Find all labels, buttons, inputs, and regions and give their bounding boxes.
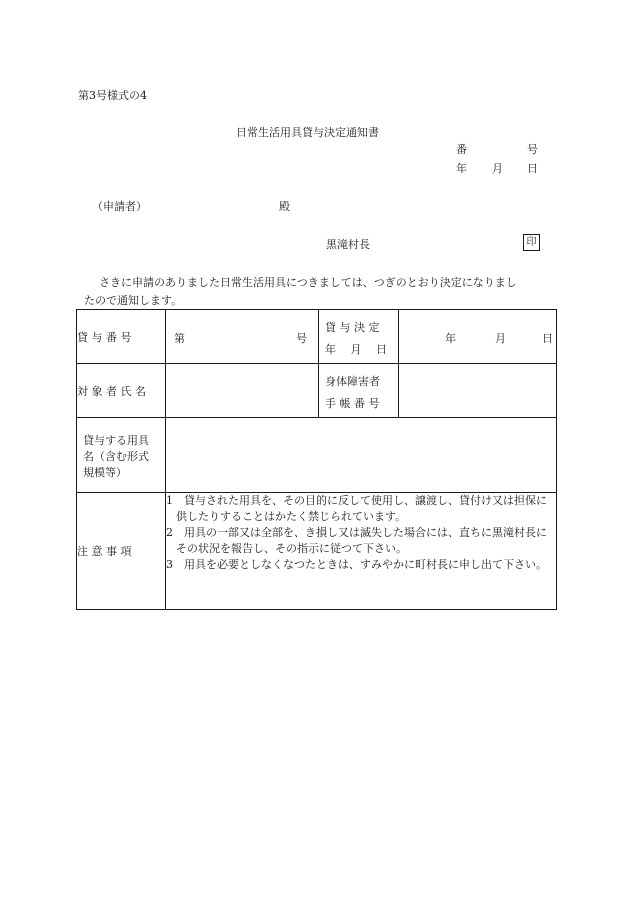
subject-name-label: 対 象 者 氏 名 — [77, 364, 166, 418]
issuer-name: 黒滝村長 — [326, 238, 370, 251]
note-item-2: 2 用具の一部又は全部を、き損し又は滅失した場合には、直ちに黒滝村長にその状況を報告し、その指示に従つて下さい。 — [166, 526, 547, 555]
decision-month: 月 — [495, 332, 506, 345]
decision-year: 年 — [445, 332, 456, 345]
form-number: 第3号様式の4 — [78, 89, 147, 102]
certificate-label-cell — [319, 364, 399, 418]
equipment-label-3: 規模等） — [83, 466, 127, 479]
notes-label: 注 意 事 項 — [77, 493, 166, 610]
table-row — [77, 418, 557, 493]
seal-mark: 印 — [523, 234, 540, 251]
decision-date-label-cell — [319, 310, 399, 364]
header-gou: 号 — [527, 143, 538, 156]
loan-number-label: 貸 与 番 号 — [77, 310, 166, 364]
document-title: 日常生活用具貸与決定通知書 — [236, 126, 379, 139]
loan-number-cell[interactable] — [166, 310, 319, 364]
loan-number-dai: 第 — [174, 332, 185, 345]
header-month: 月 — [492, 162, 503, 175]
table-row — [77, 364, 557, 418]
applicant-honorific: 殿 — [279, 200, 290, 213]
certificate-number-cell[interactable] — [399, 364, 557, 418]
equipment-name-cell[interactable] — [166, 418, 557, 493]
equipment-label-cell — [77, 418, 166, 493]
decision-date-format: 年 月 日 — [325, 343, 387, 356]
subject-name-cell[interactable] — [166, 364, 319, 418]
decision-label: 貸 与 決 定 — [325, 321, 380, 334]
applicant-label: （申請者） — [92, 200, 147, 213]
notes-cell — [166, 493, 557, 610]
equipment-label-1: 貸与する用具 — [83, 434, 149, 447]
certificate-label-2: 手 帳 番 号 — [325, 397, 380, 410]
table-row — [77, 493, 557, 610]
body-text-line2: たので通知します。 — [84, 294, 183, 307]
header-year: 年 — [456, 162, 467, 175]
equipment-label-2: 名（含む形式 — [83, 450, 149, 463]
decision-table — [76, 309, 557, 610]
table-row — [77, 310, 557, 364]
header-day: 日 — [527, 162, 538, 175]
loan-number-gou: 号 — [296, 332, 307, 345]
note-item-3: 3 用具を必要としなくなつたときは、すみやかに町村長に申し出て下さい。 — [166, 558, 547, 571]
decision-date-cell[interactable] — [399, 310, 557, 364]
body-text-line1: さきに申請のありました日常生活用具につきましては、つぎのとおり決定になりまし — [99, 276, 517, 289]
certificate-label-1: 身体障害者 — [325, 375, 380, 388]
decision-day: 日 — [542, 332, 553, 345]
note-item-1: 1 貸与された用具を、その目的に反して使用し、譲渡し、貸付け又は担保に供したりすることはかたく禁じられています。 — [166, 494, 547, 523]
header-ban: 番 — [456, 143, 467, 156]
